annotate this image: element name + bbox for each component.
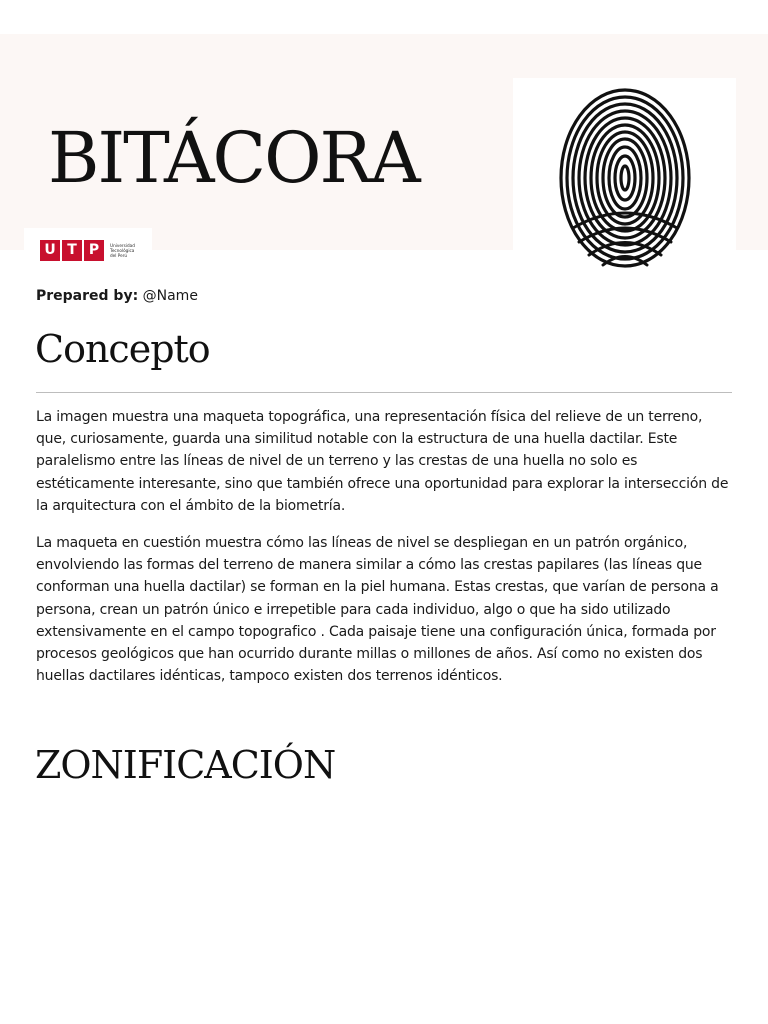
prepared-by xyxy=(36,287,198,305)
document-title: BITÁCORA xyxy=(48,117,419,199)
concepto-paragraph-2: La maqueta en cuestión muestra cómo las líneas de nivel se despliegan en un patrón orgánico, envolviendo las formas del terreno de manera similar a cómo las crestas papilares (las líneas que conforman una huella dactilar) se forman en la piel humana. Estas crestas, que varían de persona a persona, crean un patrón único e irrepetible para cada individuo, algo o que ha sido utilizado extensivamente en el campo topografico . Cada paisaje tiene una configuración única, formada por procesos geológicos que han ocurrido durante millas o millones de años. Así como no existen dos huellas dactilares idénticas, tampoco existen dos terrenos idénticos. xyxy=(36,535,719,685)
utp-logo xyxy=(24,228,152,274)
section-heading-concepto: Concepto xyxy=(35,327,210,371)
logo-text-line: Universidad xyxy=(110,243,135,248)
prepared-by-label: Prepared by: xyxy=(36,288,139,304)
logo-text-line: del Perú xyxy=(110,253,128,258)
logo-letter-u: U xyxy=(40,240,60,261)
logo-text xyxy=(110,243,150,258)
fingerprint-icon xyxy=(513,78,736,274)
prepared-by-value: @Name xyxy=(142,288,198,304)
logo-letter-p: P xyxy=(84,240,104,261)
section-heading-zonificacion: ZONIFICACIÓN xyxy=(35,743,336,787)
header-banner xyxy=(0,34,768,258)
logo-text-line: Tecnológica xyxy=(110,248,135,253)
fingerprint-image xyxy=(513,78,736,274)
logo-letters xyxy=(40,240,104,261)
logo-letter-t: T xyxy=(62,240,82,261)
concepto-paragraph-1: La imagen muestra una maqueta topográfica, una representación física del relieve de un terreno, que, curiosamente, guarda una similitud notable con la estructura de una huella dactilar. Este paralelismo entre las líneas de nivel de un terreno y las crestas de una huella no solo es estéticamente interesante, sino que también ofrece una oportunidad para explorar la intersección de la arquitectura con el ámbito de la biometría. xyxy=(36,409,729,514)
section-divider xyxy=(36,392,732,393)
